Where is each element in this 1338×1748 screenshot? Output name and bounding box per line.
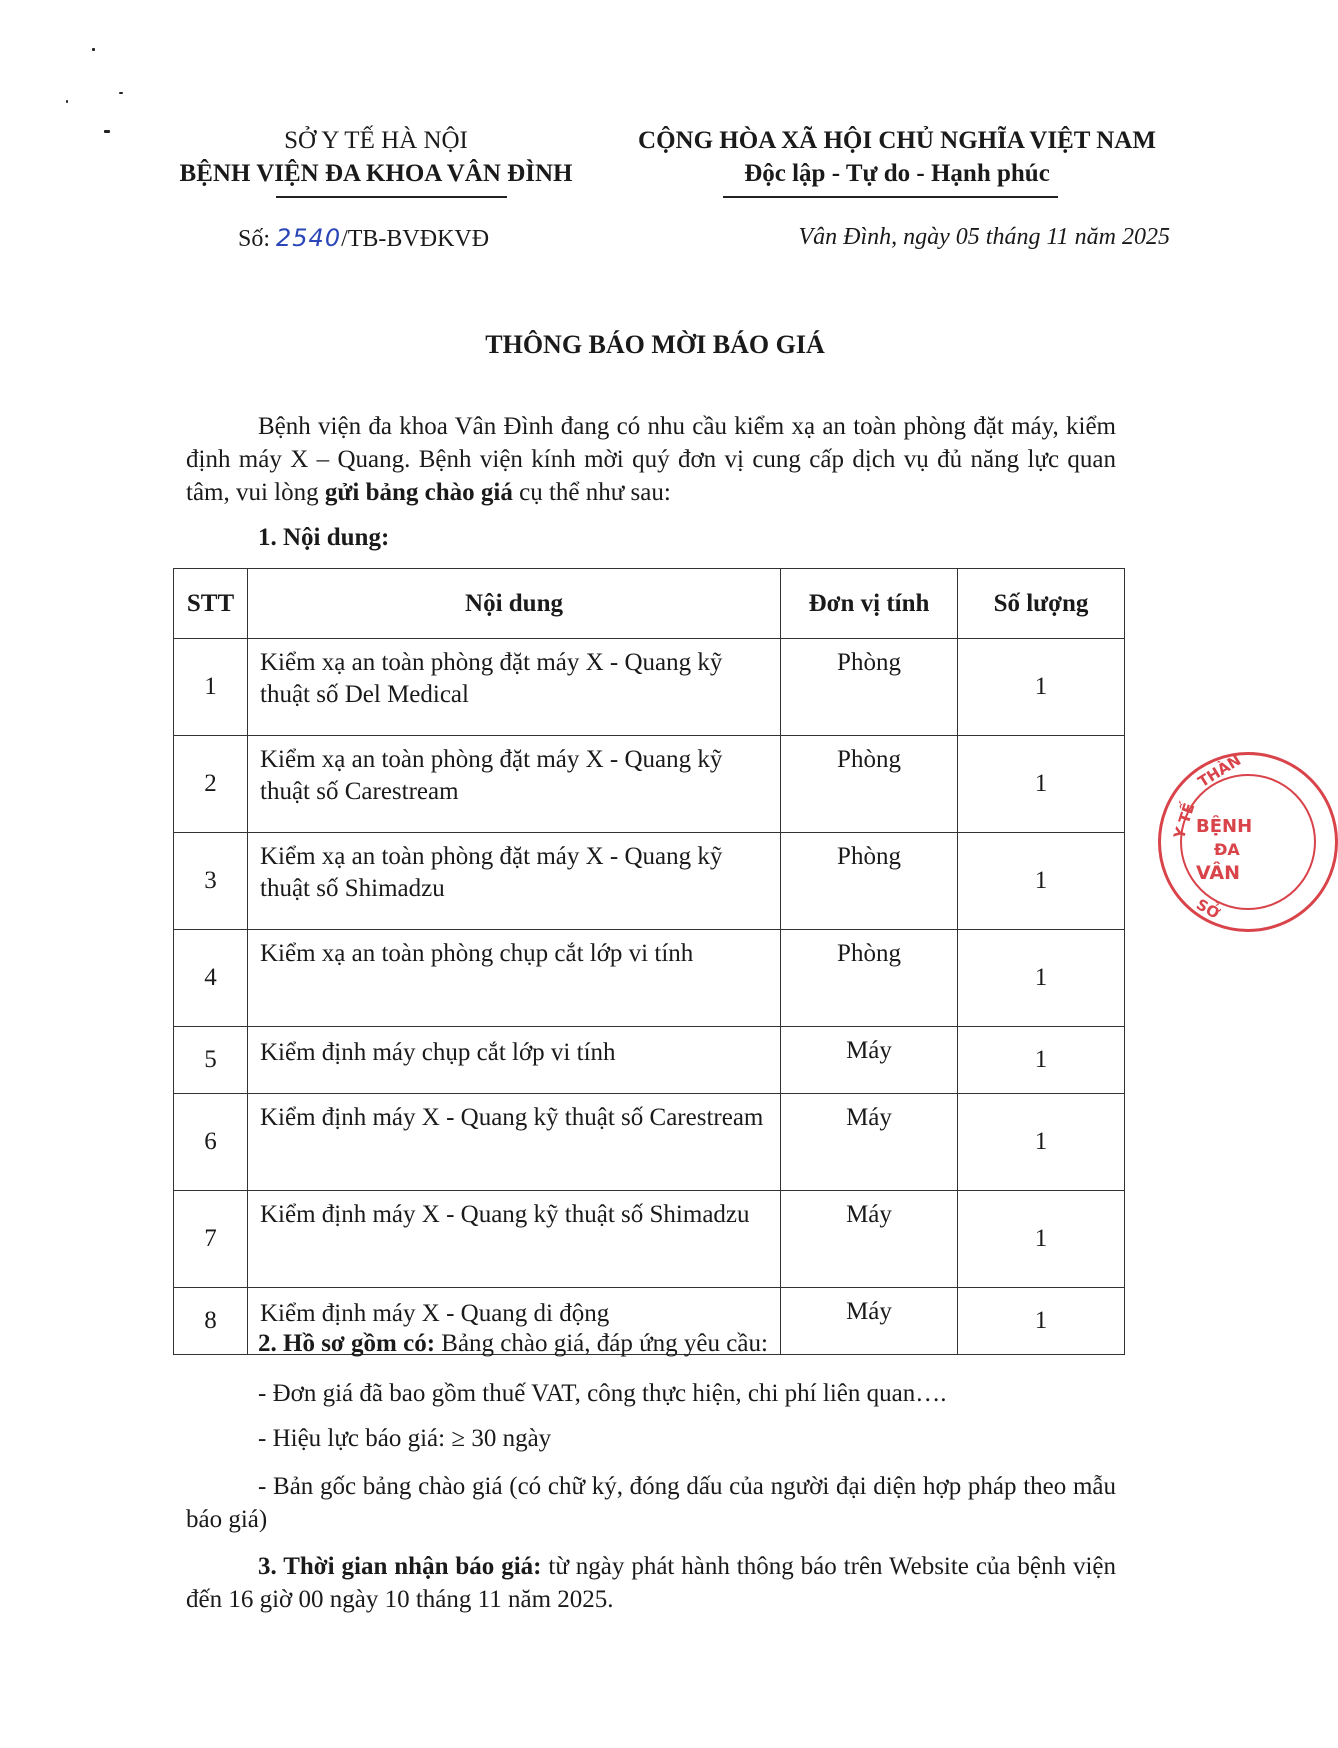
cell-unit: Phòng: [781, 930, 958, 1027]
col-header-stt: STT: [174, 569, 248, 639]
intro-text-end: cụ thể như sau:: [512, 479, 671, 506]
cell-stt: 5: [174, 1027, 248, 1094]
cell-unit: Máy: [781, 1288, 958, 1355]
scan-speck: [92, 48, 95, 51]
table-row: [174, 930, 1125, 1027]
org-parent-name: SỞ Y TẾ HÀ NỘI: [284, 127, 468, 154]
col-header-unit: Đơn vị tính: [781, 569, 958, 639]
doc-no-handwritten: 2540: [276, 224, 342, 252]
cell-content: Kiểm định máy X - Quang di động: [248, 1288, 781, 1355]
seal-bottom-arc-text: SỞ: [1193, 895, 1223, 923]
cell-stt: 8: [174, 1288, 248, 1355]
table-row: [174, 1191, 1125, 1288]
section-2-text: Bảng chào giá, đáp ứng yêu cầu:: [435, 1330, 768, 1357]
doc-no-prefix: Số:: [238, 226, 277, 252]
table-row: [174, 833, 1125, 930]
cell-qty: 1: [958, 1288, 1125, 1355]
seal-top-arc-text: THÀN: [1194, 750, 1245, 792]
cell-content: Kiểm định máy X - Quang kỹ thuật số Carestream: [248, 1094, 781, 1191]
cell-content: Kiểm xạ an toàn phòng đặt máy X - Quang kỹ thuật số Del Medical: [248, 639, 781, 736]
col-header-content: Nội dung: [248, 569, 781, 639]
table-row: [174, 1027, 1125, 1094]
cell-stt: 6: [174, 1094, 248, 1191]
cell-qty: 1: [958, 1191, 1125, 1288]
seal-line-1: BỆNH: [1196, 816, 1253, 837]
cell-qty: 1: [958, 930, 1125, 1027]
section-2-heading: 2. Hồ sơ gồm có:: [258, 1330, 436, 1357]
table-row: [174, 1094, 1125, 1191]
section-1-heading: 1. Nội dung:: [258, 524, 390, 551]
table-header-row: [174, 569, 1125, 639]
header-left-underline: [276, 196, 507, 198]
cell-qty: 1: [958, 1094, 1125, 1191]
cell-content: Kiểm định máy X - Quang kỹ thuật số Shimadzu: [248, 1191, 781, 1288]
requirement-item: - Bản gốc bảng chào giá (có chữ ký, đóng dấu của người đại diện hợp pháp theo mẫu báo giá): [186, 1473, 1116, 1533]
intro-paragraph: [186, 410, 1116, 509]
cell-qty: 1: [958, 833, 1125, 930]
cell-content: Kiểm xạ an toàn phòng đặt máy X - Quang kỹ thuật số Shimadzu: [248, 833, 781, 930]
cell-content: Kiểm xạ an toàn phòng đặt máy X - Quang kỹ thuật số Carestream: [248, 736, 781, 833]
section-3: [186, 1550, 1116, 1616]
seal-left-arc-text: Y TẾ: [1170, 800, 1199, 842]
national-motto: Độc lập - Tự do - Hạnh phúc: [744, 160, 1050, 187]
cell-stt: 3: [174, 833, 248, 930]
org-name: BỆNH VIỆN ĐA KHOA VÂN ĐÌNH: [179, 160, 573, 187]
official-seal-inner-ring: [1180, 774, 1316, 910]
cell-stt: 1: [174, 639, 248, 736]
cell-unit: Phòng: [781, 736, 958, 833]
cell-unit: Phòng: [781, 833, 958, 930]
intro-text: Bệnh viện đa khoa Vân Đình đang có nhu cầu kiểm xạ an toàn phòng đặt máy, kiểm định máy X – Quang. Bệnh viện kính mời quý đơn vị cung cấp dịch vụ đủ năng lực quan tâm, vui lòng: [186, 413, 1116, 506]
cell-stt: 2: [174, 736, 248, 833]
cell-stt: 4: [174, 930, 248, 1027]
table-row: [174, 639, 1125, 736]
seal-line-2: ĐA: [1214, 840, 1240, 859]
requirement-item: - Hiệu lực báo giá: ≥ 30 ngày: [258, 1425, 552, 1452]
section-3-heading: 3. Thời gian nhận báo giá:: [258, 1553, 542, 1580]
cell-qty: 1: [958, 1027, 1125, 1094]
table-row: [174, 736, 1125, 833]
cell-content: Kiểm định máy chụp cắt lớp vi tính: [248, 1027, 781, 1094]
cell-unit: Máy: [781, 1191, 958, 1288]
scan-speck: [66, 100, 68, 103]
scan-speck: [119, 92, 123, 94]
intro-bold-text: gửi bảng chào giá: [324, 479, 513, 506]
section-2: [258, 1330, 768, 1358]
cell-qty: 1: [958, 639, 1125, 736]
requirement-item: - Đơn giá đã bao gồm thuế VAT, công thực hiện, chi phí liên quan….: [258, 1380, 947, 1407]
date-line: Vân Đình, ngày 05 tháng 11 năm 2025: [798, 224, 1170, 250]
col-header-qty: Số lượng: [958, 569, 1125, 639]
cell-unit: Máy: [781, 1027, 958, 1094]
cell-unit: Phòng: [781, 639, 958, 736]
document-title: THÔNG BÁO MỜI BÁO GIÁ: [485, 330, 825, 359]
scan-speck: [104, 130, 110, 133]
header-right-underline: [723, 196, 1058, 198]
quote-table: [173, 568, 1125, 1355]
doc-no-suffix: /TB-BVĐKVĐ: [341, 226, 490, 252]
document-number: [238, 224, 489, 253]
cell-stt: 7: [174, 1191, 248, 1288]
national-title: CỘNG HÒA XÃ HỘI CHỦ NGHĨA VIỆT NAM: [638, 127, 1156, 154]
section-3-text: từ ngày phát hành thông báo trên Website của bệnh viện đến 16 giờ 00 ngày 10 tháng 11 năm 2025.: [186, 1553, 1116, 1613]
cell-content: Kiểm xạ an toàn phòng chụp cắt lớp vi tính: [248, 930, 781, 1027]
cell-unit: Máy: [781, 1094, 958, 1191]
cell-qty: 1: [958, 736, 1125, 833]
seal-line-3: VÂN: [1196, 862, 1241, 884]
